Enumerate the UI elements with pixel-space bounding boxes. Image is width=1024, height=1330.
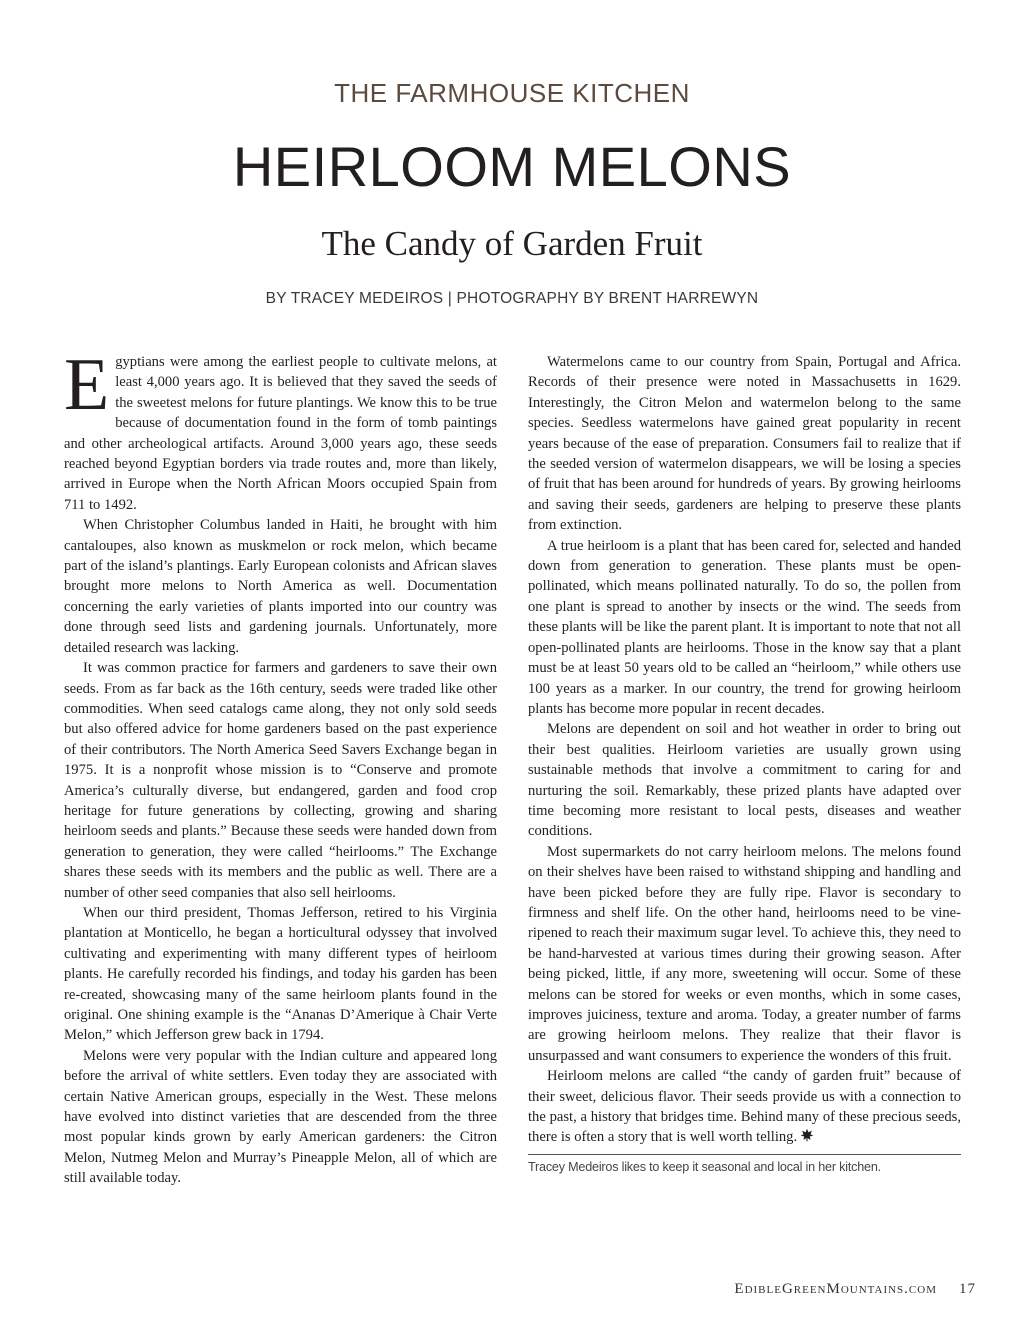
- page-footer: [734, 1281, 976, 1298]
- bio-divider: [528, 1154, 961, 1155]
- leaf-icon: [800, 1128, 814, 1142]
- article-column-right: [528, 352, 961, 1148]
- paragraph: Watermelons came to our country from Spain, Portugal and Africa. Records of their presence were noted in Massachusetts in 1629. Interestingly, the Citron Melon and watermelon belong to the same species. Seedless watermelons have gained great popularity in recent years because of the ease of preparation. Consumers fail to realize that if the seeded version of watermelon disappears, we will be losing a species of fruit that has been around for hundreds of years. By growing heirlooms and saving their seeds, gardeners are helping to preserve these plants from extinction.: [528, 354, 961, 534]
- byline: BY TRACEY MEDEIROS | PHOTOGRAPHY BY BRENT HARREWYN: [265, 290, 759, 307]
- paragraph: Melons were very popular with the Indian culture and appeared long before the arrival of white settlers. Even today they are associated with certain Native American groups, especially in the West. These melons have evolved into distinct varieties that are descended from the three most popular kinds grown by early American gardeners: the Citron Melon, Nutmeg Melon and Murray’s Pineapple Melon, all of which are still available today.: [64, 1047, 497, 1187]
- paragraph: [528, 1066, 961, 1148]
- footer-website: EdibleGreenMountains.com: [734, 1281, 937, 1297]
- author-bio: Tracey Medeiros likes to keep it seasonal and local in her kitchen.: [528, 1160, 881, 1174]
- article-subtitle: The Candy of Garden Fruit: [321, 224, 703, 263]
- paragraph: [64, 344, 497, 515]
- paragraph: When Christopher Columbus landed in Haiti, he brought with him cantaloupes, also known as muskmelon or rock melon, which became part of the island’s plantings. Early European colonists and African slaves brought more melons to North America as well. Documentation concerning the early varieties of plants imported into our country was done through seed lists and gardening journals. Unfortunately, more detailed research was lacking.: [64, 517, 497, 656]
- paragraph: It was common practice for farmers and gardeners to save their own seeds. From as far back as the 16th century, seeds were traded like other commodities. When seed catalogs came along, they not only sold seeds but also offered advice for home gardeners based on the past experience of their contributors. The North America Seed Savers Exchange began in 1975. It is a nonprofit whose mission is to “Conserve and promote America’s culturally diverse, but endangered, garden and food crop heritage for future generations by collecting, growing and sharing heirloom seeds and plants.” Because these seeds were handed down from generation to generation, they were called “heirlooms.” The Exchange shares these seeds with its members and the public as well. There are a number of other seed companies that also sell heirlooms.: [64, 660, 497, 901]
- section-label: THE FARMHOUSE KITCHEN: [334, 78, 690, 108]
- article-column-left: [64, 344, 497, 1189]
- paragraph-text: gyptians were among the earliest people to cultivate melons, at least 4,000 years ago. It is believed that they saved the seeds of the sweetest melons for future plantings. We know this to be true because of documentation found in the form of tomb paintings and other archeological artifacts. Around 3,000 years ago, these seeds reached beyond Egyptian borders via trade routes and, more than likely, arrived in Europe when the North African Moors occupied Spain from 711 to 1492.: [64, 354, 497, 513]
- article-title: HEIRLOOM MELONS: [232, 135, 792, 198]
- paragraph: Most supermarkets do not carry heirloom melons. The melons found on their shelves have been raised to withstand shipping and handling and have been picked before they are fully ripe. Flavor is secondary to firmness and shelf life. On the other hand, heirlooms need to be vine-ripened to reach their maximum sugar level. To achieve this, they need to be hand-harvested at various times during their growing season. After being picked, little, if any more, sweetening will occur. Some of these melons can be stored for weeks or even months, which in some cases, improves juiciness, texture and aroma. Today, a greater number of farms are growing heirloom melons. They realize that their flavor is unsurpassed and want consumers to experience the wonders of this fruit.: [528, 843, 961, 1064]
- page-number: 17: [959, 1281, 976, 1297]
- drop-cap: E: [64, 344, 110, 426]
- paragraph: Melons are dependent on soil and hot weather in order to bring out their best qualities. Heirloom varieties are usually grown using sustainable methods that involve a commitment to caring for and nurturing the soil. Remarkably, these prized plants have adapted over time becoming more resistant to local pests, diseases and weather conditions.: [528, 721, 961, 840]
- paragraph: When our third president, Thomas Jefferson, retired to his Virginia plantation at Monticello, he began a horticultural odyssey that involved cultivating and experimenting with many different types of heirloom plants. He carefully recorded his findings, and today his garden has been re-created, showcasing many of the same heirloom plants found in the original. One shining example is the “Ananas D’Amerique à Chair Verte Melon,” which Jefferson grew back in 1794.: [64, 904, 497, 1044]
- paragraph-text: Heirloom melons are called “the candy of garden fruit” because of their sweet, delicious flavor. Their seeds provide us with a connection to the past, a history that bridges time. Behind many of these precious seeds, there is often a story that is well worth telling.: [528, 1068, 961, 1146]
- paragraph: A true heirloom is a plant that has been cared for, selected and handed down from generation to generation. These plants must be open-pollinated, which means pollinated naturally. To do so, the pollen from one plant is spread to another by insects or the wind. The seeds from these plants will be like the parent plant. It is important to note that not all open-pollinated plants are heirlooms. Those in the know say that a plant must be at least 50 years old to be called an “heirloom,” while others use 100 years as a marker. In our country, the trend for growing heirloom plants has become more popular in recent decades.: [528, 537, 961, 717]
